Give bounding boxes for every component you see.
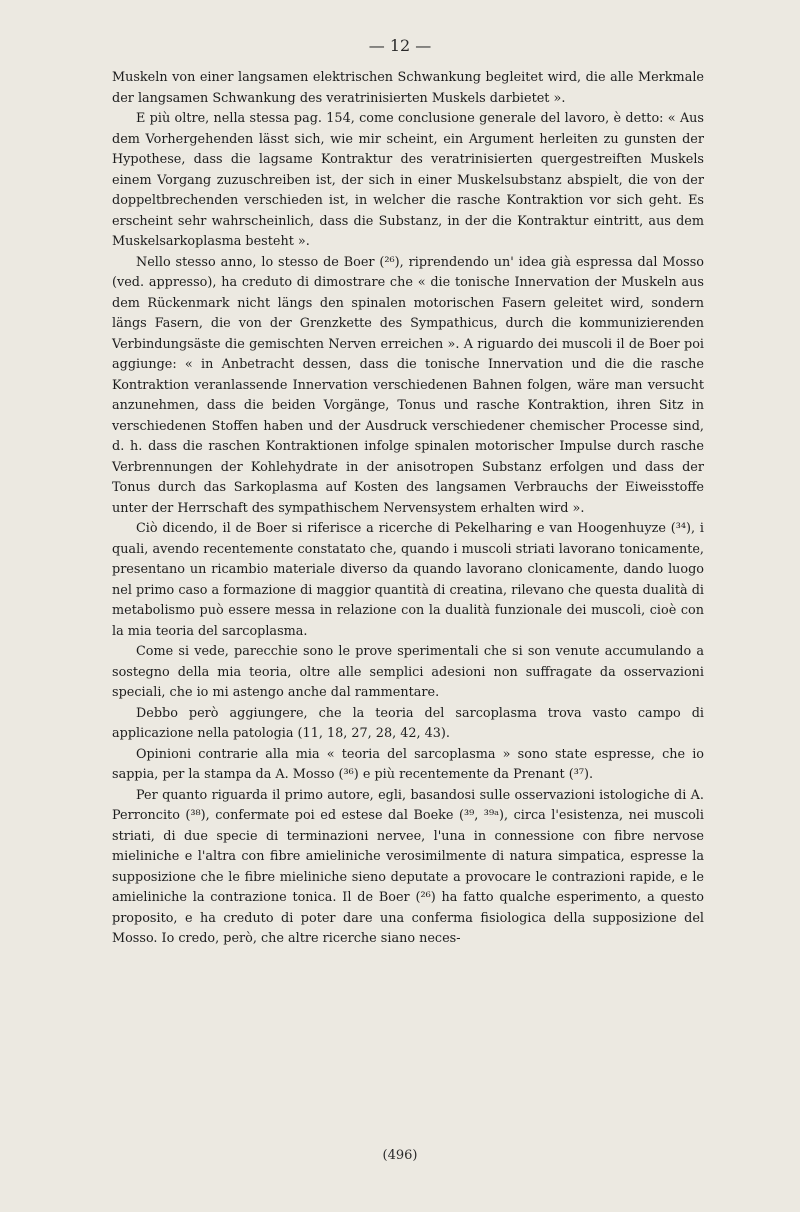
paragraph-1: Muskeln von einer langsamen elektrischen Schwankung begleitet wird, die alle Merkmale der langsamen Schwankung des veratrinisierten Muskels darbietet ». [112,70,704,106]
page-number: — 12 — [368,36,432,55]
paragraph-2: E più oltre, nella stessa pag. 154, come conclusione generale del lavoro, è detto: « Aus dem Vorhergehenden lässt sich, wie mir scheint, ein Argument herleiten zu gunsten der Hypothese, dass die lagsame Kontraktur des veratrinisierten quergestreiften Muskels einem Vorgang zuzuschreiben ist, der sich in einer Muskelsubstanz abspielt, die von der doppeltbrechenden verschieden ist, in welcher die rasche Kontraktion vor sich geht. Es erscheint sehr wahrscheinlich, dass die Substanz, in der die Kontraktur eintritt, aus dem Muskelsarkoplasma besteht ». [112,111,704,249]
paragraph-6: Debbo però aggiungere, che la teoria del sarcoplasma trova vasto campo di applicazione nella patologia (11, 18, 27, 28, 42, 43). [112,705,704,741]
paragraph-5: Come si vede, parecchie sono le prove sperimentali che si son venute accumulando a sostegno della mia teoria, oltre alle semplici adesioni non suffragate da osservazioni speciali, che io mi astengo anche dal rammentare. [112,644,704,700]
paragraph-4: Ciò dicendo, il de Boer si riferisce a ricerche di Pekelharing e van Hoogenhuyze (³⁴), i quali, avendo recentemente constatato che, quando i muscoli striati lavorano tonicamente, presentano un ricambio materiale diverso da quando lavorano clonicamente, dando luogo nel primo caso a formazione di maggior quantità di creatina, rilevano che questa dualità di metabolismo può essere messa in relazione con la dualità funzionale dei muscoli, cioè con la mia teoria del sarcoplasma. [112,521,704,639]
paragraph-7: Opinioni contrarie alla mia « teoria del sarcoplasma » sono state espresse, che io sappia, per la stampa da A. Mosso (³⁶) e più recentemente da Prenant (³⁷). [112,746,704,782]
footer-page-number: (496) [382,1148,418,1163]
body-text [112,68,704,950]
paragraph-3: Nello stesso anno, lo stesso de Boer (²⁶), riprendendo un' idea già espressa dal Mosso (ved. appresso), ha creduto di dimostrare che « die tonische Innervation der Muskeln aus dem Rückenmark nicht längs den spinalen motorischen Fasern geleitet wird, sondern längs Fasern, die von der Grenzkette des Sympathicus, durch die kommunizierenden Verbindungsäste die gemischten Nerven erreichen ». A riguardo dei muscoli il de Boer poi aggiunge: « in Anbetracht dessen, dass die tonische Innervation und die die rasche Kontraktion veranlassende Innervation verschiedenen Bahnen folgen, wäre man versucht anzunehmen, dass die beiden Vorgänge, Tonus und rasche Kontraktion, ihren Sitz in verschiedenen Stoffen haben und der Ausdruck verschiedener chemischer Processe sind, d. h. dass die raschen Kontraktionen infolge spinalen motorischer Impulse durch rasche Verbrennungen der Kohlehydrate in der anisotropen Substanz erfolgen und dass der Tonus durch das Sarkoplasma auf Kosten des langsamen Verbrauchs der Eiweisstoffe unter der Herrschaft des sympathischem Nervensystem erhalten wird ». [112,254,704,516]
paragraph-8: Per quanto riguarda il primo autore, egli, basandosi sulle osservazioni istologiche di A. Perroncito (³⁸), confermate poi ed estese dal Boeke (³⁹, ³⁹ᵃ), circa l'esistenza, nei muscoli striati, di due specie di terminazioni nervee, l'una in connessione con fibre nervose mieliniche e l'altra con fibre amieliniche verosimilmente di natura simpatica, espresse la supposizione che le fibre mieliniche sieno deputate a provocare le contrazioni rapide, e le amieliniche la contrazione tonica. Il de Boer (²⁶) ha fatto qualche esperimento, a questo proposito, e ha creduto di poter dare una conferma fisiologica della supposizione del Mosso. Io credo, però, che altre ricerche siano neces- [112,787,704,946]
